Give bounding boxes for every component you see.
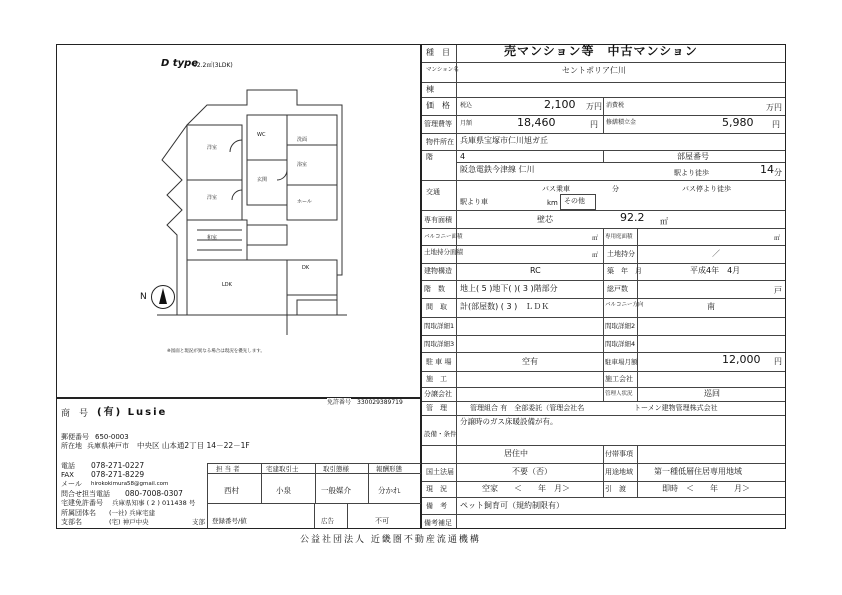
repair-value: 5,980 [722,116,754,129]
struct-value: RC [530,266,541,275]
category-value: 売マンション等 中古マンション [504,44,698,58]
agent-panel [56,398,421,529]
remarks-value: ペット飼育可（規約制限有） [460,501,564,510]
fax-value: 078-271-8229 [91,470,145,479]
kana-label: 棟 [426,85,434,94]
plan-caption: ※図面と現況が異なる場合は現況を優先します。 [167,349,265,354]
fax-label: FAX [61,471,74,479]
role-value-2: 小泉 [276,486,291,495]
bus-label: バス乗車 [542,185,570,193]
mgmt-unit: 円 [590,120,598,129]
seller-label: 分譲会社 [424,390,452,398]
category-label: 種 目 [426,48,450,57]
status-value: 居住中 [504,449,528,458]
land-label: 土地持分面積 [424,248,463,256]
contact-label: 問合せ担当電話 [61,490,110,498]
walk-value: 14 [760,163,774,176]
address-2: 中央区 山本通2丁目 14－22－1F [137,441,250,450]
price-label: 価 格 [426,101,450,110]
room-label-3: 和室 [207,235,218,241]
floor-plan-drawing [147,75,357,335]
balcony-unit: ㎡ [592,235,599,242]
struct-label: 建物構造 [424,267,452,275]
zip-label: 郵便番号 [61,433,89,441]
role-header-2: 宅建取引士 [266,465,299,473]
footer-reg-label: 登録番号/値 [212,517,247,525]
detail4-label: 間取詳細4 [605,340,636,348]
garden-unit: ㎡ [774,235,781,242]
room-label-7: 浴室 [297,162,308,168]
balcony-label: バルコニー面積 [424,234,463,240]
manage-co: トーメン建物管理株式会社 [634,404,718,412]
branch-value: (宅) 神戸中央 [109,518,149,526]
price-unit: 万円 [586,102,602,111]
property-sheet [421,44,786,529]
zip-value: 650-0003 [95,433,129,441]
room-label-2: 洋室 [207,195,218,201]
footer-ad-label: 広告 [321,517,334,525]
built-value: 平成4年 4月 [690,266,741,275]
direction-value: 南 [707,302,715,311]
builder-co-label: 施工会社 [605,375,633,383]
land-unit: ㎡ [592,252,599,259]
tel-value: 078-271-0227 [91,461,145,470]
car-label: 駅より車 [460,198,488,206]
role-header-1: 担 当 者 [216,465,240,473]
units-label: 総戸数 [607,285,628,293]
role-value-3: 一般媒介 [321,486,351,495]
consump-unit: 万円 [766,103,782,112]
address-1: 兵庫県神戸市 [87,442,129,450]
area-unit: ㎡ [660,217,668,226]
parking-label: 駐 車 場 [426,358,452,366]
remarks-label: 備 考 [426,502,447,510]
plan-type-sub: 92.2㎡(3LDK) [193,62,233,69]
room-label-10: ホール [297,199,312,205]
note-label: 備考補足 [424,519,452,527]
room-label-5: DK [302,265,310,271]
price-value: 2,100 [544,98,576,111]
mgr-value: 巡回 [704,389,720,398]
mgmt-value: 18,460 [517,116,556,129]
floors-value: 地上( 5 )地下( )( 3 )階部分 [460,284,558,293]
repair-label: 修繕積立金 [606,119,637,126]
mgr-label: 管理人状況 [605,391,633,397]
plan-type-label: D type [161,58,199,69]
location-value: 兵庫県宝塚市仁川旭ガ丘 [460,136,548,145]
name-label: マンション名 [426,67,459,73]
room-label-9: 玄関 [257,177,268,183]
license-label: 免許番号 [327,399,352,406]
room-label-1: 洋室 [207,145,218,151]
handover-label: 引 渡 [605,485,626,493]
floor-plan-panel [56,44,421,398]
mgmt-label: 管理費等 [424,120,452,128]
compass [140,285,175,309]
area-type: 壁芯 [537,215,553,224]
room-label-6: 洗面 [297,137,308,143]
floor-value: 4 [460,152,466,161]
room-label-8: WC [257,132,266,138]
compass-n-label: N [140,292,147,302]
bus-unit: 分 [612,185,619,193]
handover-value: 即時 ＜ 年 月＞ [662,484,750,493]
floor-label: 階 [426,153,433,161]
assoc-label: 所属団体名 [61,509,96,517]
layout-label: 間 取 [426,303,447,311]
location-label: 物件所在 [426,138,454,146]
trade-name: (有) Lusie [97,407,168,418]
consump-label: 消費税 [606,102,625,109]
repair-unit: 円 [772,120,780,129]
parking-value: 空有 [522,357,538,366]
license-value: 330029389719 [357,399,403,406]
builder-label: 施 工 [426,375,447,383]
mgmt-sub: 月額 [460,120,473,127]
footer-org: 公益社団法人 近畿圏不動産流通機構 [300,535,481,545]
line-value: 阪急電鉄今津線 仁川 [460,165,535,174]
area-value: 92.2 [620,211,645,224]
other-label: その他 [564,197,585,205]
units-unit: 戸 [774,286,782,295]
footer-ad-value: 不可 [375,517,389,525]
branch-label: 支部名 [61,518,82,526]
role-value-1: 西村 [224,486,239,495]
balcony-dir-label: バルコニー方向 [605,302,644,308]
name-value: セントポリア仁川 [562,66,626,75]
walk-label: 駅より徒歩 [674,169,709,177]
room-no-label: 部屋番号 [677,152,709,161]
parking-fee-label: 駐車場月額 [605,358,638,366]
walk-unit: 分 [774,168,782,177]
floors-label: 階 数 [424,285,445,293]
use-value: 第一種低層住居専用地域 [654,467,742,476]
roles-table [207,463,422,504]
bus-walk-label: バス停より徒歩 [682,185,731,193]
car-unit: km [547,199,558,207]
garden-label: 専用庭面積 [605,234,633,240]
assoc-value: (一社) 兵庫宅建 [109,509,156,517]
transport-label: 交通 [426,188,440,196]
detail1-label: 間取詳細1 [424,322,455,330]
vacate-label: 現 況 [426,485,447,493]
land-share-value: ／ [712,249,720,258]
mail-value: hirokokimura58@gmail.com [91,481,169,487]
tel-label: 電話 [61,462,75,470]
detail3-label: 間取詳細3 [424,340,455,348]
manage-form: 管理組合 有 全部委託（管理会社名 [470,404,585,412]
branch-suffix: 支部 [192,518,205,526]
cert-label: 宅建免許番号 [61,499,103,507]
manage-label: 管 理 [426,404,447,412]
parking-fee-value: 12,000 [722,353,761,366]
contact-value: 080-7008-0307 [125,489,183,498]
address-label: 所在地 [61,442,82,450]
mail-label: メール [61,480,82,488]
role-header-4: 報酬形態 [376,465,402,473]
detail2-label: 間取詳細2 [605,322,636,330]
land-share-label: 土地持分 [607,250,635,258]
room-label-4: LDK [222,282,232,288]
role-value-4: 分かれ [378,486,401,495]
price-tax-label: 税込 [460,102,473,109]
area-label: 専有面積 [424,216,452,224]
facility-value: 分譲時のガス床暖設備が有。 [460,417,558,426]
cert-value: 兵庫県知事 ( 2 ) 011438 号 [112,499,196,507]
lease-label: 付帯事項 [605,450,633,458]
vacate-value: 空家 ＜ 年 月＞ [482,484,570,493]
zoning-value: 不要（否） [512,467,552,476]
parking-fee-unit: 円 [774,357,782,366]
layout-value: 計(部屋数) ( 3 ) ＬＤＫ [460,302,550,311]
facility-label: 設備・条件 [424,430,457,438]
rights-label: 国土法届 [426,468,454,476]
use-label: 用途地域 [605,468,633,476]
trade-label: 商 号 [61,409,89,419]
role-header-3: 取引態様 [323,465,349,473]
built-label: 築 年 月 [607,267,642,275]
